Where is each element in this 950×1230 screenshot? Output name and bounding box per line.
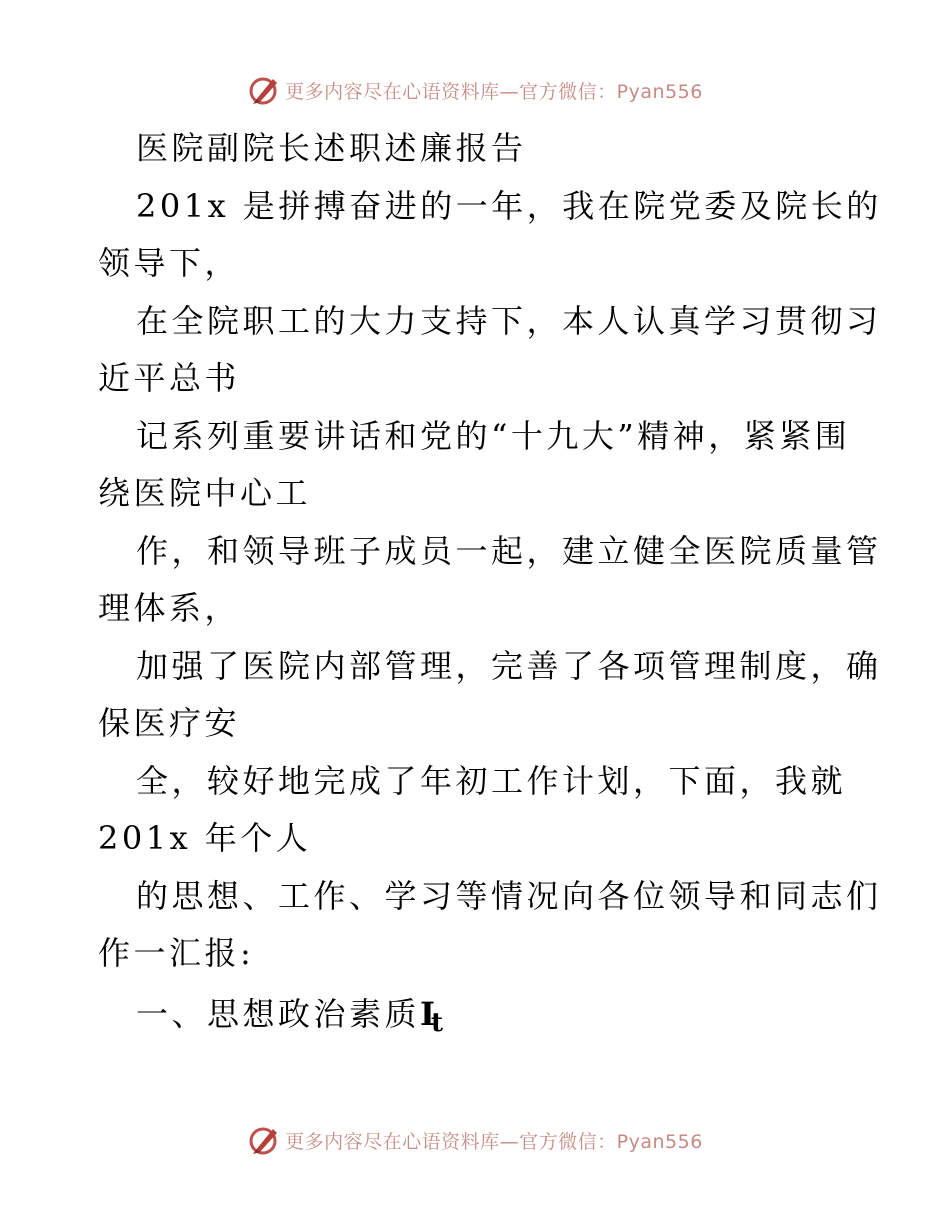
- footer-banner: [0, 1120, 950, 1160]
- header-banner-text: 更多内容尽在心语资料库—官方微信：Pyan556: [285, 80, 703, 103]
- paragraph-line: 201x 是拼搏奋进的一年，我在院党委及院长的: [136, 187, 882, 225]
- footer-banner-text: 更多内容尽在心语资料库—官方微信：Pyan556: [285, 1130, 703, 1153]
- paragraph-line: 加强了医院内部管理，完善了各项管理制度，确: [136, 647, 882, 685]
- document-title: 医院副院长述职述廉报告: [136, 129, 527, 167]
- paragraph-line: 领导下，: [98, 244, 241, 282]
- paragraph-line: 作，和领导班子成员一起，建立健全医院质量管: [136, 532, 882, 570]
- paragraph-line: 理体系，: [98, 589, 241, 627]
- paragraph-line: 近平总书: [98, 359, 241, 397]
- paragraph-line: 全，较好地完成了年初工作计划，下面，我就: [136, 762, 847, 800]
- paragraph-line: 在全院职工的大力支持下，本人认真学习贯彻习: [136, 302, 882, 340]
- trailing-mark-main: I: [420, 995, 431, 1033]
- paragraph-line: 绕医院中心工: [98, 474, 312, 512]
- trailing-mark: [420, 995, 439, 1038]
- quill-pen-logo-icon: [247, 1123, 281, 1157]
- section-heading: [136, 994, 439, 1043]
- paragraph-line: 的思想、工作、学习等情况向各位领导和同志们: [136, 877, 882, 915]
- section-heading-text: 一、思想政治素质: [136, 995, 421, 1033]
- paragraph-line: 保医疗安: [98, 704, 241, 742]
- paragraph-line: 201x 年个人: [98, 819, 312, 857]
- paragraph-line: 记系列重要讲话和党的“十九大”精神，紧紧围: [136, 417, 851, 455]
- trailing-mark-sub: t: [430, 1008, 439, 1038]
- paragraph-line: 作一汇报:: [98, 934, 255, 972]
